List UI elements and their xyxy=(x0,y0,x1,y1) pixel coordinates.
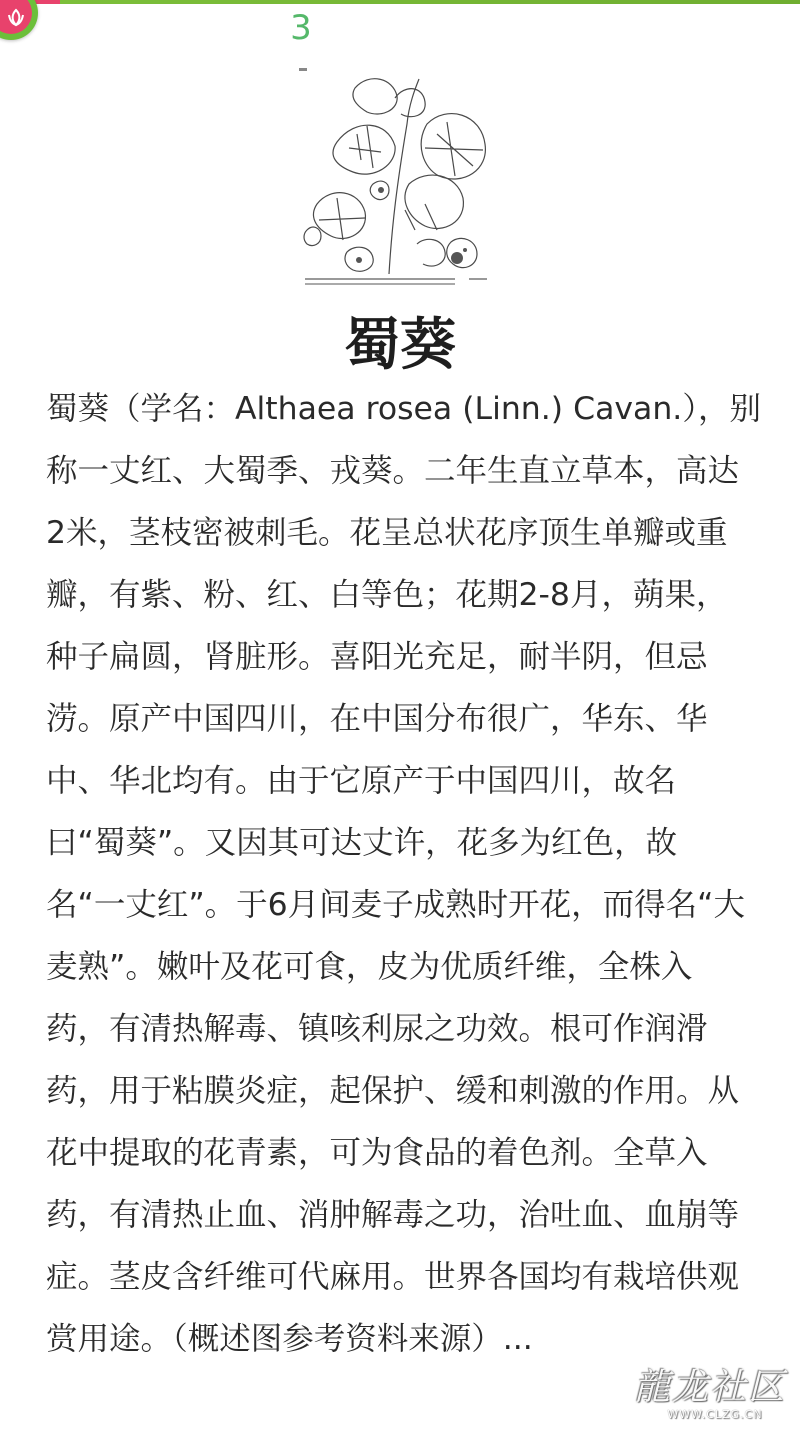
paragraph-line: 曰“蜀葵”。又因其可达丈许，花多为红色，故 xyxy=(46,825,678,861)
top-accent-bar xyxy=(0,0,800,4)
page-title: 蜀葵 xyxy=(344,313,456,378)
paragraph-line: 赏用途。（概述图参考资料来源）... xyxy=(46,1321,533,1357)
paragraph-line: 药，用于粘膜炎症，起保护、缓和刺激的作用。从 xyxy=(46,1073,740,1109)
paragraph-line: 中、华北均有。由于它原产于中国四川，故名 xyxy=(46,763,677,799)
paragraph-line: 药，有清热解毒、镇咳利尿之功效。根可作润滑 xyxy=(46,1011,708,1047)
paragraph-line: 种子扁圆，肾脏形。喜阳光充足，耐半阴，但忌 xyxy=(46,639,708,675)
paragraph-line: 花中提取的花青素，可为食品的着色剂。全草入 xyxy=(46,1135,708,1171)
description-paragraph xyxy=(46,378,778,1370)
paragraph-line: 麦熟”。嫩叶及花可食，皮为优质纤维，全株入 xyxy=(46,949,693,985)
paragraph-line: 名“一丈红”。于6月间麦子成熟时开花，而得名“大 xyxy=(46,887,746,923)
watermark-text: 龍龙社区 xyxy=(633,1367,786,1408)
app-badge[interactable] xyxy=(0,0,38,40)
paragraph-line: 蜀葵（学名：Althaea rosea (Linn.) Cavan.），别 xyxy=(46,391,762,427)
page-number: 3 xyxy=(290,8,312,48)
site-watermark xyxy=(632,1368,788,1424)
botanical-illustration xyxy=(297,64,493,290)
paragraph-line: 症。茎皮含纤维可代麻用。世界各国均有栽培供观 xyxy=(46,1259,740,1295)
paragraph-line: 2米，茎枝密被刺毛。花呈总状花序顶生单瓣或重 xyxy=(46,515,728,551)
watermark-url: WWW.CLZG.CN xyxy=(667,1408,763,1421)
paragraph-line: 涝。原产中国四川，在中国分布很广，华东、华 xyxy=(46,701,708,737)
flower-badge-icon xyxy=(0,0,32,34)
paragraph-line: 称一丈红、大蜀季、戎葵。二年生直立草本，高达 xyxy=(46,453,740,489)
paragraph-line: 药，有清热止血、消肿解毒之功，治吐血、血崩等 xyxy=(46,1197,740,1233)
paragraph-line: 瓣，有紫、粉、红、白等色；花期2-8月，蒴果， xyxy=(46,577,728,613)
